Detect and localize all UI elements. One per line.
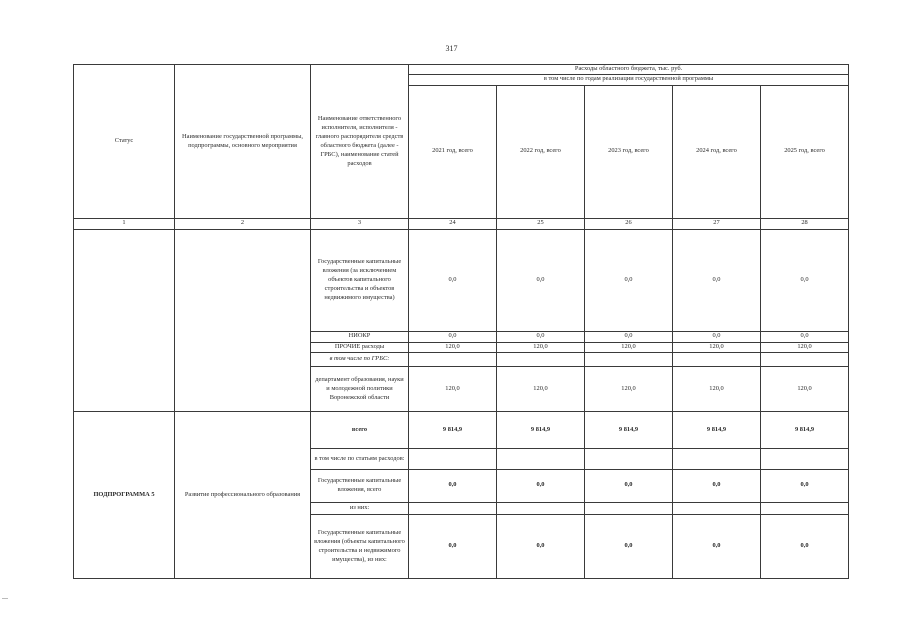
row-value bbox=[409, 352, 497, 366]
row-value bbox=[585, 449, 673, 470]
row-value: 120,0 bbox=[497, 367, 585, 412]
row-value: 0,0 bbox=[409, 332, 497, 342]
row-value: 0,0 bbox=[761, 332, 849, 342]
row-value bbox=[673, 352, 761, 366]
row-value: 0,0 bbox=[673, 229, 761, 332]
col-number: 28 bbox=[761, 219, 849, 229]
row-value bbox=[761, 352, 849, 366]
col-number: 1 bbox=[74, 219, 175, 229]
column-number-row bbox=[74, 219, 849, 229]
row-value: 0,0 bbox=[585, 515, 673, 579]
row-value: 0,0 bbox=[761, 229, 849, 332]
budget-table bbox=[73, 64, 849, 579]
row-label: ПРОЧИЕ расходы bbox=[311, 342, 409, 352]
row-value bbox=[409, 502, 497, 514]
row-value: 120,0 bbox=[409, 367, 497, 412]
row-value: 120,0 bbox=[761, 367, 849, 412]
col-number: 27 bbox=[673, 219, 761, 229]
row-value: 0,0 bbox=[673, 469, 761, 502]
row-value: 0,0 bbox=[409, 469, 497, 502]
row-value: 0,0 bbox=[585, 229, 673, 332]
row-value bbox=[585, 352, 673, 366]
subprogram-status: ПОДПРОГРАММА 5 bbox=[74, 412, 175, 579]
row-label: в том числе по ГРБС: bbox=[311, 352, 409, 366]
page-number: 317 bbox=[445, 44, 458, 53]
row-label: из них: bbox=[311, 502, 409, 514]
row-label: Государственные капитальные вложения (объекты капитального строительства и недвижимого имущества), из них: bbox=[311, 515, 409, 579]
row-value: 9 814,9 bbox=[585, 412, 673, 449]
row-label: в том числе по статьям расходов: bbox=[311, 449, 409, 470]
row-value bbox=[761, 449, 849, 470]
header-by-years: в том числе по годам реализации государственной программы bbox=[409, 75, 849, 85]
col-number: 25 bbox=[497, 219, 585, 229]
row-value bbox=[497, 352, 585, 366]
row-value: 120,0 bbox=[585, 342, 673, 352]
row-value: 0,0 bbox=[673, 332, 761, 342]
row-value: 9 814,9 bbox=[673, 412, 761, 449]
row-label: всего bbox=[311, 412, 409, 449]
row-value bbox=[761, 502, 849, 514]
col-number: 26 bbox=[585, 219, 673, 229]
row-label: Государственные капитальные вложения (за исключением объектов капитального строительства и объектов недвижимого имущества) bbox=[311, 229, 409, 332]
row-value: 0,0 bbox=[497, 469, 585, 502]
row-value bbox=[673, 449, 761, 470]
row-value: 0,0 bbox=[761, 515, 849, 579]
row-value: 9 814,9 bbox=[497, 412, 585, 449]
row-label: департамент образования, науки и молодежной политики Воронежской области bbox=[311, 367, 409, 412]
row-value: 0,0 bbox=[409, 515, 497, 579]
subprogram-name: Развитие профессионального образования bbox=[175, 412, 311, 579]
header-year: 2024 год, всего bbox=[673, 85, 761, 219]
row-value bbox=[497, 502, 585, 514]
col-number: 3 bbox=[311, 219, 409, 229]
row-value: 0,0 bbox=[409, 229, 497, 332]
col-number: 24 bbox=[409, 219, 497, 229]
col-number: 2 bbox=[175, 219, 311, 229]
scan-margin-mark bbox=[2, 598, 8, 599]
row-label: НИОКР bbox=[311, 332, 409, 342]
row-value: 120,0 bbox=[585, 367, 673, 412]
row-value: 0,0 bbox=[585, 332, 673, 342]
row-value: 0,0 bbox=[497, 332, 585, 342]
row-value: 9 814,9 bbox=[409, 412, 497, 449]
header-executor: Наименование ответственного исполнителя, исполнителя - главного распорядителя средств областного бюджета (далее - ГРБС), наименование статей расходов bbox=[311, 65, 409, 219]
table-row bbox=[74, 229, 849, 332]
table-row bbox=[74, 412, 849, 449]
row-value: 0,0 bbox=[497, 515, 585, 579]
header-status: Статус bbox=[74, 65, 175, 219]
row-value: 9 814,9 bbox=[761, 412, 849, 449]
row-value bbox=[673, 502, 761, 514]
header-year: 2021 год, всего bbox=[409, 85, 497, 219]
row-value bbox=[409, 449, 497, 470]
header-program-name: Наименование государственной программы, подпрограммы, основного мероприятия bbox=[175, 65, 311, 219]
header-year: 2022 год, всего bbox=[497, 85, 585, 219]
program-cell-empty bbox=[175, 229, 311, 412]
header-budget-title: Расходы областного бюджета, тыс. руб. bbox=[409, 65, 849, 75]
row-value: 120,0 bbox=[409, 342, 497, 352]
row-value: 120,0 bbox=[673, 342, 761, 352]
row-value: 120,0 bbox=[673, 367, 761, 412]
header-year: 2023 год, всего bbox=[585, 85, 673, 219]
row-value: 120,0 bbox=[761, 342, 849, 352]
row-value: 0,0 bbox=[585, 469, 673, 502]
header-year: 2025 год, всего bbox=[761, 85, 849, 219]
row-value bbox=[585, 502, 673, 514]
row-value: 120,0 bbox=[497, 342, 585, 352]
row-value bbox=[497, 449, 585, 470]
status-cell-empty bbox=[74, 229, 175, 412]
row-value: 0,0 bbox=[761, 469, 849, 502]
row-value: 0,0 bbox=[497, 229, 585, 332]
row-value: 0,0 bbox=[673, 515, 761, 579]
row-label: Государственные капитальные вложения, всего bbox=[311, 469, 409, 502]
